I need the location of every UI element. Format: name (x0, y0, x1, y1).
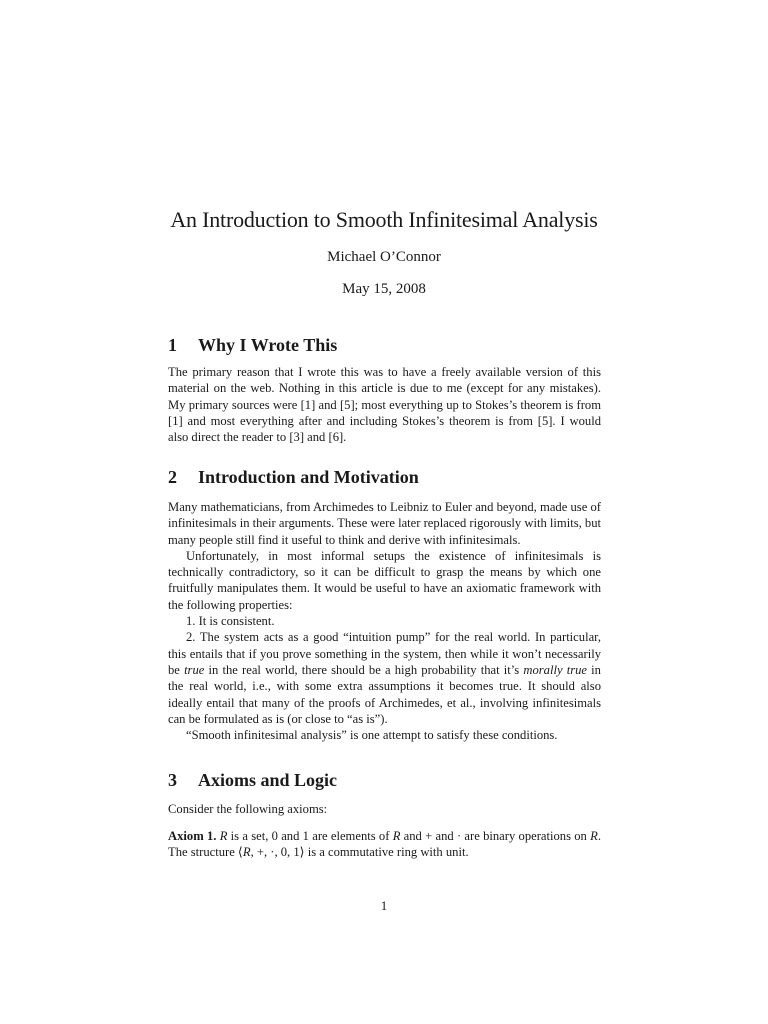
page-number: 1 (380, 898, 388, 913)
item-text: in the real world, i.e., with some extra assumptions it becomes true. It should also ideally entail that many of the proofs of Archimedes, et al., involving infinitesimals can be formulated as is (or close to “as is”). (168, 662, 601, 726)
section-heading-1 (168, 333, 608, 357)
section-heading-2 (168, 465, 608, 489)
section-3-intro (168, 801, 601, 817)
paragraph: The primary reason that I wrote this was to have a freely available version of this material on the web. Nothing in this article is due to me (except for any mistakes). My primary sources were [1] and [5]; most everything up to Stokes’s theorem is from [1] and most everything after and including Stokes’s theorem is from [5]. I would also direct the reader to [3] and [6]. (168, 365, 601, 445)
section-heading-3 (168, 768, 608, 792)
section-number: 3 (168, 770, 177, 790)
axiom-1 (168, 828, 601, 861)
math-symbol: R (392, 829, 401, 843)
section-number: 1 (168, 335, 177, 355)
math-symbol: R (219, 829, 228, 843)
section-number: 2 (168, 467, 177, 487)
list-item (168, 629, 601, 727)
paragraph: Many mathematicians, from Archimedes to Leibniz to Euler and beyond, made use of infinitesimals in their arguments. These were later replaced rigorously with limits, but many people still find it useful to think and derive with infinitesimals. (168, 500, 601, 547)
axiom-fragment: and + and · are binary operations on (400, 829, 591, 843)
author: Michael O’Connor (327, 249, 441, 265)
section-title: Introduction and Motivation (198, 467, 419, 487)
paragraph: “Smooth infinitesimal analysis” is one attempt to satisfy these conditions. (186, 728, 558, 743)
math-symbol: R (242, 845, 251, 860)
item-text: 2. The system acts as a good “intuition pump” for the real world. In particular, this entails that if you prove something in the system, then while it won’t necessarily be (168, 630, 601, 677)
paragraph: Consider the following axioms: (168, 802, 328, 816)
date: May 15, 2008 (342, 281, 426, 297)
axiom-fragment: , +, ·, 0, 1⟩ is a commutative ring with unit. (250, 845, 469, 860)
axiom-fragment: is a set, 0 and 1 are elements of (227, 829, 393, 843)
emphasis-true: true (184, 662, 205, 677)
section-title: Axioms and Logic (198, 770, 338, 790)
emphasis-morally-true: morally true (523, 662, 587, 677)
axiom-text (168, 828, 601, 861)
paper-title: An Introduction to Smooth Infinitesimal Analysis (170, 207, 598, 232)
section-2-body (168, 499, 601, 743)
axiom-fragment: . The structure ⟨ (168, 829, 601, 860)
axiom-label: Axiom 1. (168, 829, 217, 843)
item-text: in the real world, there should be a high probability that it’s (204, 662, 524, 677)
math-symbol: R (590, 829, 598, 843)
paragraph: Unfortunately, in most informal setups the existence of infinitesimals is technically contradictory, so it can be difficult to grasp the means by which one fruitfully manipulates them. It would be useful to have an axiomatic framework with the following properties: (168, 548, 601, 612)
list-item: 1. It is consistent. (186, 614, 275, 629)
section-1-body (168, 364, 601, 445)
section-title: Why I Wrote This (198, 335, 338, 355)
